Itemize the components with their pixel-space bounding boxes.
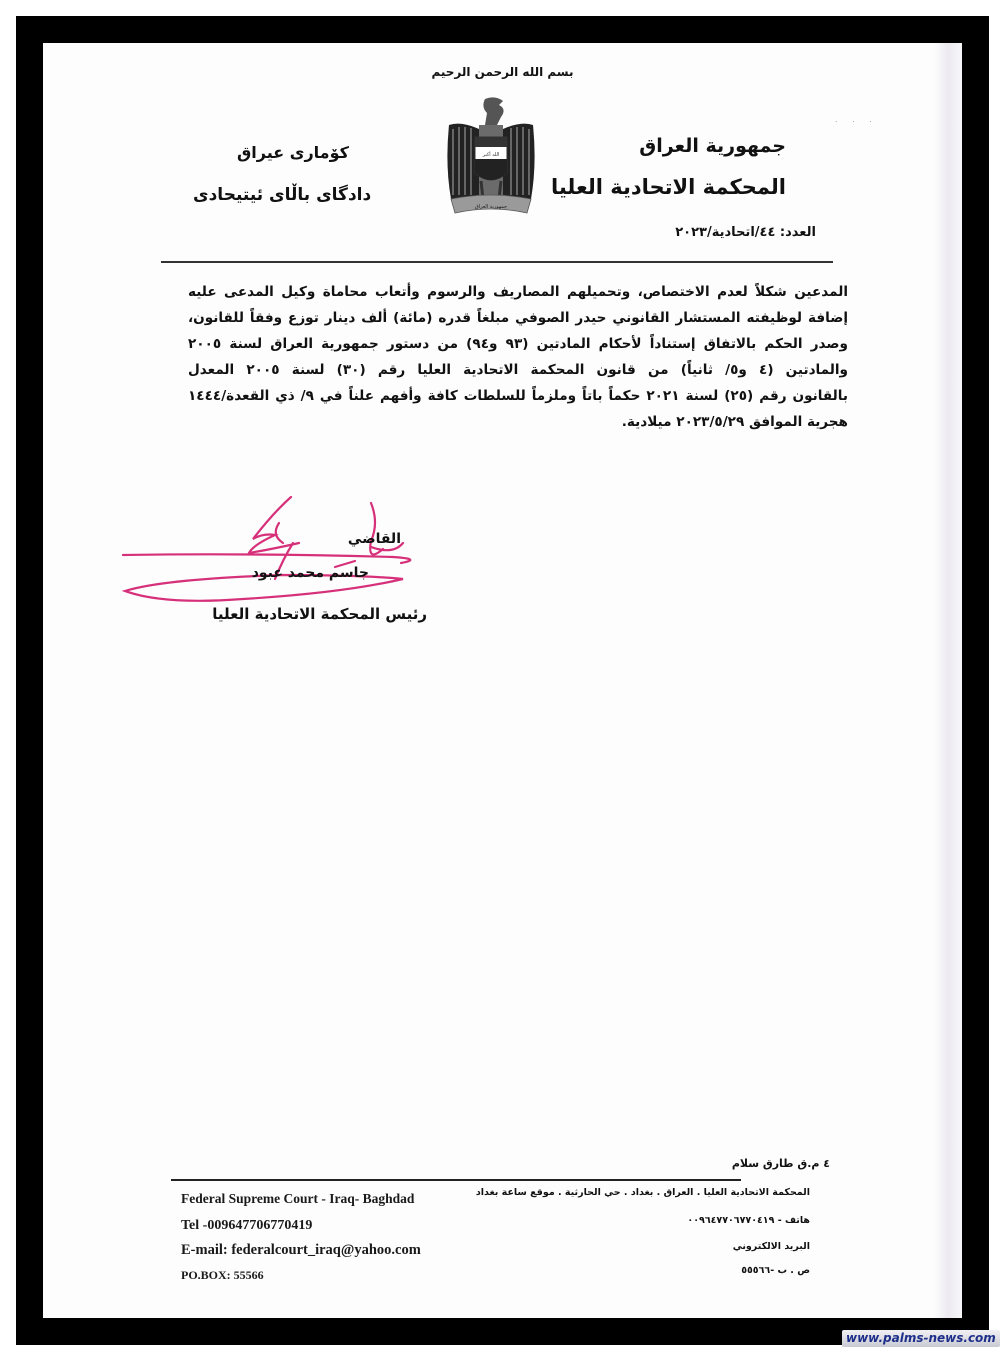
signatory-title: القاضي [347,531,401,547]
footer-arabic-address: المحكمة الاتحادية العليا . العراق . بغداد . حي الحارثية . موقع ساعة بغداد [475,1187,810,1198]
svg-text:الله أكبر: الله أكبر [482,152,500,158]
footer-english-pobox: PO.BOX: 55566 [181,1268,264,1282]
arabic-court-title: المحكمة الاتحادية العليا [550,175,786,199]
footer-arabic-pobox: ص . ب -٥٥٥٦٦ [741,1265,810,1276]
arabic-republic-title: جمهورية العراق [639,135,786,157]
kurdish-court-title: دادگاى باڵاى ئيتيحادى [193,185,372,205]
footer-divider [171,1179,741,1181]
footer-arabic-phone: هاتف - ٠٠٩٦٤٧٧٠٦٧٧٠٤١٩ [687,1215,810,1226]
site-watermark: www.palms-news.com [842,1330,1000,1347]
document-page [43,43,962,1318]
scan-speckles: . . . [835,115,878,124]
body-line: هجرية الموافق ٢٠٢٣/٥/٢٩ ميلادية. [621,414,848,430]
footer-english-email: E-mail: federalcourt_iraq@yahoo.com [181,1242,421,1258]
body-line: المدعين شكلاً لعدم الاختصاص، وتحميلهم المصاريف والرسوم وأتعاب محاماة وكيل المدعى عليه [188,284,848,300]
reference-number: العدد: ٤٤/اتحادية/٢٠٢٣ [675,225,816,240]
footer-english-name: Federal Supreme Court - Iraq- Baghdad [181,1191,415,1206]
footer-arabic-email-label: البريد الالكتروني [732,1241,810,1252]
iraq-coat-of-arms-icon [441,95,541,217]
signature-block [103,483,463,643]
body-line: إضافة لوظيفته المستشار القانوني حيدر الصوفي مبلغاً قدره (مائة) ألف دينار توزع وفقاً للقانون، [188,310,848,326]
body-line: بالقانون رقم (٢٥) لسنة ٢٠٢١ حكماً باتاً وملزماً للسلطات كافة وأفهم علناً في ٩/ ذي القعدة/١٤٤٤ [188,388,848,404]
header-divider [161,261,833,263]
page-reference: ٤ م.ق طارق سلام [731,1157,830,1170]
footer-english-tel: Tel -009647706770419 [181,1218,313,1233]
basmala-heading: بسم الله الرحمن الرحيم [431,65,574,79]
judgment-body [188,279,848,435]
body-line: والمادتين (٤ و٥/ ثانياً) من قانون المحكمة الاتحادية العليا رقم (٣٠) لسنة ٢٠٠٥ المعدل [188,362,848,378]
svg-text:جمهورية العراق: جمهورية العراق [474,204,508,210]
body-line: وصدر الحكم بالاتفاق إستناداً لأحكام المادتين (٩٣ و٩٤) من دستور جمهورية العراق لسنة ٢٠٠٥ [188,336,848,352]
kurdish-republic-title: كۆمارى عيراق [237,143,349,162]
page-edge-shadow [934,43,962,1318]
signatory-role: رئيس المحكمة الاتحادية العليا [212,605,427,623]
signatory-name: جاسم محمد عبود [251,565,369,581]
